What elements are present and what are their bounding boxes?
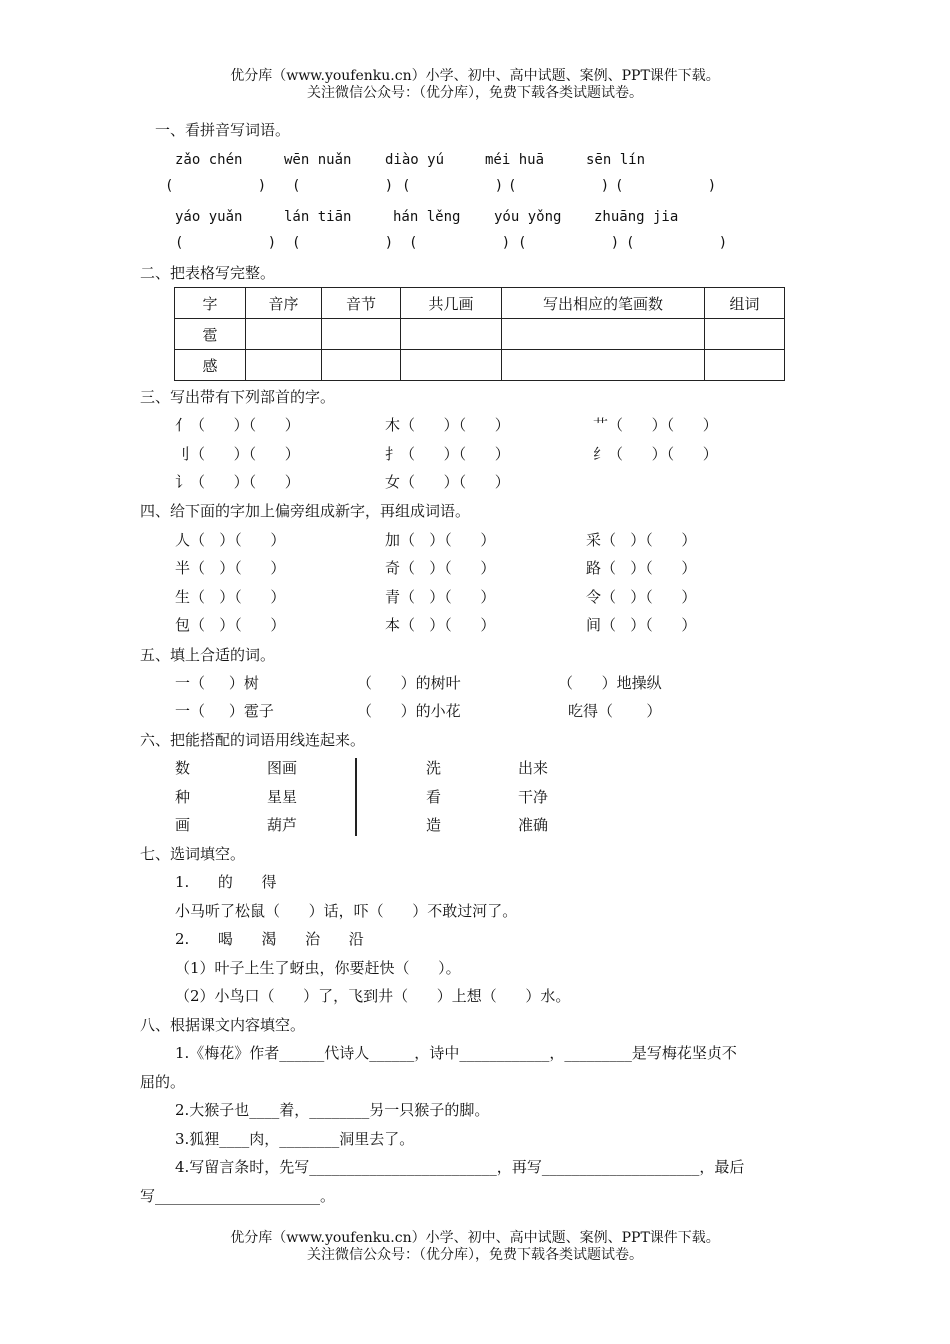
fill-item: 一（ ）树 (175, 674, 259, 692)
radical-item: 艹（ ）（ ） (593, 416, 718, 434)
pinyin: méi huā (485, 152, 545, 168)
pinyin: sēn lín (586, 152, 646, 168)
radical-item: 扌（ ）（ ） (385, 445, 510, 463)
section-5-title: 五、填上合适的词。 (140, 646, 276, 664)
table-cell[interactable] (401, 319, 502, 350)
pinyin: yóu yǒng (494, 209, 562, 225)
stroke-table (174, 287, 785, 381)
question-text: 屈的。 (140, 1073, 186, 1091)
table-cell[interactable] (502, 350, 705, 381)
match-word[interactable]: 图画 (267, 759, 298, 777)
table-header: 音节 (322, 288, 401, 319)
match-word[interactable]: 准确 (518, 816, 549, 834)
section-8-title: 八、根据课文内容填空。 (140, 1016, 306, 1034)
section-2-title: 二、把表格写完整。 (140, 264, 276, 282)
table-cell[interactable] (705, 350, 785, 381)
section-4-title: 四、给下面的字加上偏旁组成新字，再组成词语。 (140, 502, 471, 520)
match-word[interactable]: 星星 (267, 788, 298, 806)
header-line-1: 优分库（www.youfenku.cn）小学、初中、高中试题、案例、PPT课件下载。 (230, 68, 720, 84)
question-text: 1.《梅花》作者______代诗人______，诗中____________，_________是写梅花坚贞不 (175, 1044, 737, 1062)
match-word[interactable]: 干净 (518, 788, 549, 806)
footer-line-1: 优分库（www.youfenku.cn）小学、初中、高中试题、案例、PPT课件下载。 (230, 1230, 720, 1246)
pinyin: wēn nuǎn (284, 152, 352, 168)
pinyin: zhuāng jia (594, 209, 679, 225)
fill-item: 一（ ）雹子 (175, 702, 274, 720)
divider (355, 758, 357, 836)
table-cell[interactable] (246, 319, 322, 350)
match-word[interactable]: 画 (175, 816, 191, 834)
table-cell[interactable] (322, 319, 401, 350)
char-item: 青（ ）（ ） (385, 588, 496, 606)
radical-item: 刂（ ）（ ） (175, 445, 300, 463)
table-char: 感 (175, 350, 246, 381)
match-word[interactable]: 数 (175, 759, 191, 777)
section-3-title: 三、写出带有下列部首的字。 (140, 388, 336, 406)
table-cell[interactable] (401, 350, 502, 381)
footer-line-2: 关注微信公众号：（优分库），免费下载各类试题试卷。 (307, 1247, 643, 1263)
match-word[interactable]: 种 (175, 788, 191, 806)
answer-blank[interactable]: ( ) (409, 235, 511, 251)
header-line-2: 关注微信公众号：（优分库），免费下载各类试题试卷。 (307, 85, 643, 101)
answer-blank[interactable]: ( ) (518, 235, 620, 251)
table-header: 共几画 (401, 288, 502, 319)
answer-blank[interactable]: ( ) (508, 178, 610, 194)
table-cell[interactable] (502, 319, 705, 350)
table-cell[interactable] (322, 350, 401, 381)
match-word[interactable]: 洗 (426, 759, 442, 777)
section-1-title: 一、看拼音写词语。 (155, 121, 291, 139)
answer-blank[interactable]: ( ) (402, 178, 504, 194)
match-word[interactable]: 造 (426, 816, 442, 834)
answer-blank[interactable]: ( ) (165, 178, 267, 194)
char-item: 奇（ ）（ ） (385, 559, 496, 577)
question-text: 2.大猴子也____着，________另一只猴子的脚。 (175, 1101, 490, 1119)
question-text: 写______________________。 (140, 1187, 336, 1205)
section-7-title: 七、选词填空。 (140, 845, 246, 863)
word-choices: 1. 的 得 (175, 873, 277, 891)
question-text: （2）小鸟口（ ）了，飞到井（ ）上想（ ）水。 (175, 987, 571, 1005)
answer-blank[interactable]: ( ) (175, 235, 277, 251)
question-text: 3.狐狸____肉，________洞里去了。 (175, 1130, 415, 1148)
answer-blank[interactable]: ( ) (615, 178, 717, 194)
answer-blank[interactable]: ( ) (292, 235, 394, 251)
char-item: 加（ ）（ ） (385, 531, 496, 549)
char-item: 半（ ）（ ） (175, 559, 286, 577)
word-choices: 2. 喝 渴 治 沿 (175, 930, 364, 948)
section-6-title: 六、把能搭配的词语用线连起来。 (140, 731, 366, 749)
fill-item: （ ）的小花 (357, 702, 461, 720)
fill-item: 吃得（ ） (568, 702, 662, 720)
pinyin: zǎo chén (175, 152, 243, 168)
char-item: 令（ ）（ ） (586, 588, 697, 606)
radical-item: 讠（ ）（ ） (175, 473, 300, 491)
answer-blank[interactable]: ( ) (292, 178, 394, 194)
radical-item: 女（ ）（ ） (385, 473, 510, 491)
fill-item: （ ）的树叶 (357, 674, 461, 692)
radical-item: 纟（ ）（ ） (593, 445, 718, 463)
radical-item: 亻（ ）（ ） (175, 416, 300, 434)
char-item: 生（ ）（ ） (175, 588, 286, 606)
char-item: 本（ ）（ ） (385, 616, 496, 634)
pinyin: yáo yuǎn (175, 209, 243, 225)
pinyin: lán tiān (284, 209, 352, 225)
fill-item: （ ）地操纵 (558, 674, 662, 692)
char-item: 采（ ）（ ） (586, 531, 697, 549)
char-item: 人（ ）（ ） (175, 531, 286, 549)
question-text: 4.写留言条时，先写_________________________，再写_____________________，最后 (175, 1158, 745, 1176)
answer-blank[interactable]: ( ) (626, 235, 728, 251)
radical-item: 木（ ）（ ） (385, 416, 510, 434)
question-text: （1）叶子上生了蚜虫，你要赶快（ ）。 (175, 959, 461, 977)
table-header: 字 (175, 288, 246, 319)
table-cell[interactable] (705, 319, 785, 350)
table-header: 音序 (246, 288, 322, 319)
table-char: 雹 (175, 319, 246, 350)
table-header: 写出相应的笔画数 (502, 288, 705, 319)
table-header: 组词 (705, 288, 785, 319)
char-item: 路（ ）（ ） (586, 559, 697, 577)
pinyin: diào yú (385, 152, 445, 168)
match-word[interactable]: 出来 (518, 759, 549, 777)
pinyin: hán lěng (393, 209, 461, 225)
table-cell[interactable] (246, 350, 322, 381)
question-text: 小马听了松鼠（ ）话，吓（ ）不敢过河了。 (175, 902, 518, 920)
char-item: 间（ ）（ ） (586, 616, 697, 634)
match-word[interactable]: 看 (426, 788, 442, 806)
match-word[interactable]: 葫芦 (267, 816, 298, 834)
char-item: 包（ ）（ ） (175, 616, 286, 634)
